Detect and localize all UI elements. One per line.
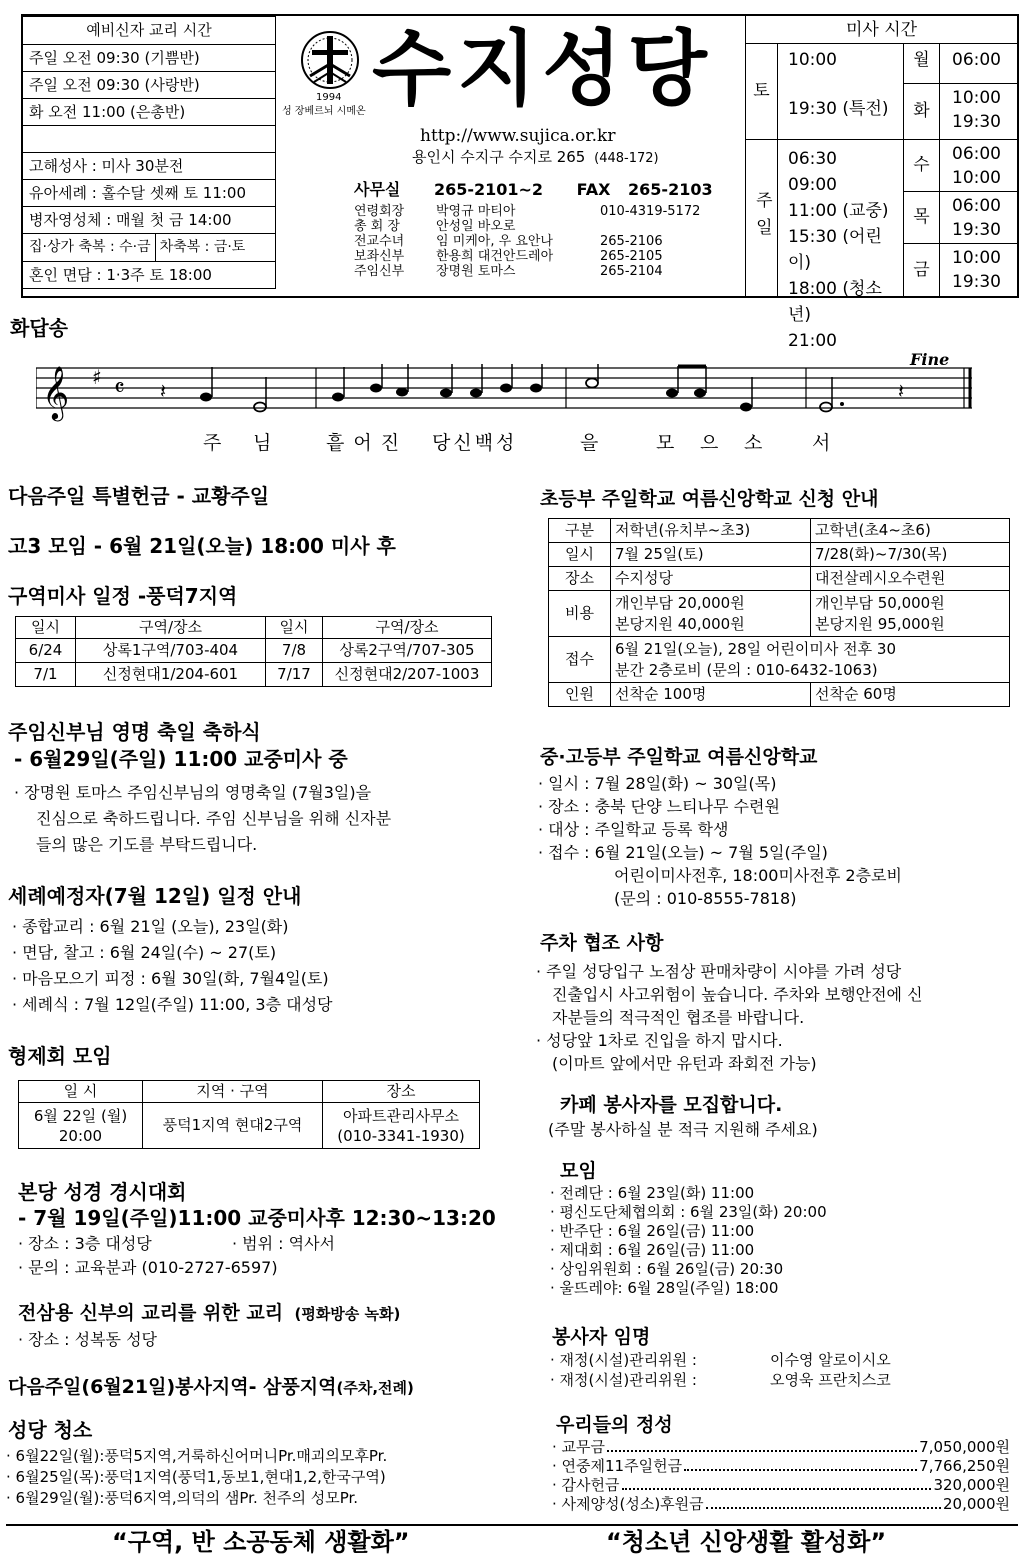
- address-text: 용인시 수지구 수지로 265: [412, 148, 586, 166]
- blessing-row: [23, 234, 276, 262]
- row-label: 접수: [549, 637, 611, 683]
- parish-address: [412, 148, 659, 167]
- fax-number: 265-2103: [628, 180, 713, 199]
- lyric: 소: [744, 432, 763, 454]
- staff-row: [354, 264, 724, 279]
- weekday-label: 월: [904, 44, 940, 83]
- next-service: [8, 1376, 414, 1399]
- staff-role: 총 회 장: [354, 219, 400, 234]
- logo-saint: 성 장베르뇌 시메온: [282, 106, 366, 117]
- offering-row: [552, 1476, 1010, 1495]
- list-item: · 대상 : 주일학교 등록 학생: [538, 820, 729, 839]
- staff-name: 안성일 바오로: [436, 219, 516, 234]
- list-item: (문의 : 010-8555-7818): [614, 889, 797, 908]
- staff-role: 전교수녀: [354, 234, 405, 249]
- staff-row: [354, 234, 724, 249]
- table-cell: 고학년(초4~초6): [811, 519, 1010, 543]
- staff-list: [354, 204, 724, 279]
- weekday-time: 19:30: [952, 112, 1001, 132]
- next-service-text: 다음주일(6월21일)봉사지역- 삼풍지역: [8, 1376, 337, 1398]
- appointments-list: [550, 1350, 891, 1390]
- table-cell: [611, 591, 811, 637]
- parish-logo: [282, 26, 370, 126]
- wedding-row: 혼인 면담 : 1·3주 토 18:00: [23, 262, 276, 289]
- baptism-list: [12, 914, 333, 1018]
- staff-name: 박영규 마티아: [436, 204, 516, 219]
- staff-role: 보좌신부: [354, 249, 405, 264]
- weekday-time: 10:00: [952, 88, 1001, 108]
- offering-amount: 7,766,250원: [919, 1457, 1010, 1475]
- svg-text:𝄽: 𝄽: [160, 379, 167, 403]
- lyric: 주: [203, 432, 222, 454]
- offering-amount: 7,050,000원: [919, 1438, 1010, 1456]
- blank-row: [23, 126, 276, 153]
- office-phone: 265-2101~2: [433, 180, 544, 199]
- sun-time: 15:30 (어린이): [788, 227, 882, 273]
- weekday-time: 10:00: [952, 248, 1001, 268]
- list-item: · 주일 성당입구 노점상 판매차량이 시야를 가려 성당: [536, 962, 902, 981]
- cell-line: 분간 2층로비 (문의 : 010-6432-1063): [615, 660, 878, 679]
- offering-amount: 320,000원: [933, 1476, 1010, 1494]
- offering-label: · 사제양성(성소)후원금: [552, 1495, 704, 1513]
- svg-text:♯: ♯: [92, 365, 102, 389]
- sun-label: 주일: [746, 140, 778, 296]
- th-date: 일시: [266, 617, 323, 639]
- time-line: 20:00: [58, 1126, 103, 1145]
- weekday-wed: [904, 140, 1018, 192]
- sat-time: 10:00: [788, 50, 837, 70]
- list-item: · 종합교리 : 6월 21일 (오늘), 23일(화): [12, 917, 289, 936]
- row-label: 비용: [549, 591, 611, 637]
- svg-text:𝄞: 𝄞: [42, 365, 70, 419]
- table-cell: 7/28(화)~7/30(목): [811, 543, 1010, 567]
- summer-school-title: 초등부 주일학교 여름신앙학교 신청 안내: [540, 488, 879, 510]
- staff-name: 장명원 토마스: [436, 264, 516, 279]
- th-place: 구역/장소: [76, 617, 266, 639]
- list-item: · 성당앞 1차로 진입을 하지 맙시다.: [536, 1031, 783, 1050]
- weekday-fri: [904, 244, 1018, 296]
- offering-row: [552, 1438, 1010, 1457]
- list-item: · 면담, 찰고 : 6월 24일(수) ~ 27(토): [12, 943, 277, 962]
- catechism-title-small: (평화방송 녹화): [294, 1305, 401, 1323]
- special-offering: 다음주일 특별헌금 - 교황주일: [8, 484, 270, 508]
- table-cell: 대전살레시오수련원: [811, 567, 1010, 591]
- staff-phone: 010-4319-5172: [600, 204, 701, 219]
- sun-time: 06:30: [788, 149, 837, 169]
- brothers-table: [18, 1080, 480, 1149]
- th-place: 장소: [323, 1081, 480, 1103]
- list-item: · 접수 : 6월 21일(오늘) ~ 7월 5일(주일): [538, 843, 828, 862]
- weekday-time: 06:00: [952, 196, 1001, 216]
- district-mass-title: 구역미사 일정 -풍덕7지역: [8, 584, 238, 608]
- next-service-small: (주차,전례): [336, 1379, 414, 1397]
- list-item: · 세례식 : 7월 12일(주일) 11:00, 3층 대성당: [12, 995, 333, 1014]
- offering-label: · 연중제11주일헌금: [552, 1457, 683, 1475]
- date-line: 6월 22일 (월): [33, 1106, 128, 1125]
- weekday-time: 06:00: [952, 144, 1001, 164]
- pastor-feast-title: 주임신부님 영명 축일 축하식: [8, 720, 261, 744]
- bible-contest-contact: · 문의 : 교육분과 (010-2727-6597): [18, 1258, 278, 1277]
- list-item: · 6월25일(목):풍덕1지역(풍덕1,동보1,현대1,2,한국구역): [6, 1468, 386, 1486]
- row-label: 일시: [549, 543, 611, 567]
- catechism-time-title: 예비신자 교리 시간: [23, 17, 276, 45]
- weekday-time: 06:00: [952, 50, 1001, 70]
- sat-label: 토: [746, 44, 778, 140]
- row-label: 구분: [549, 519, 611, 543]
- lyric: 님: [253, 432, 272, 454]
- table-cell: 7/1: [16, 663, 76, 687]
- pastor-feast-body: [14, 780, 391, 858]
- body-line: · 장명원 토마스 주임신부님의 영명축일 (7월3일)을: [14, 783, 372, 802]
- th-place: 구역/장소: [323, 617, 492, 639]
- list-item: 어린이미사전후, 18:00미사전후 2층로비: [614, 866, 902, 885]
- meetings-title: 모임: [560, 1160, 597, 1182]
- list-item: · 반주단 : 6월 26일(금) 11:00: [550, 1222, 755, 1240]
- catechism-row: 화 오전 11:00 (은총반): [23, 99, 276, 126]
- music-staff-icon: [36, 364, 976, 424]
- list-item: [550, 1370, 891, 1390]
- confession-row: 고해성사 : 미사 30분전: [23, 153, 276, 180]
- appointment-role: · 재정(시설)관리위원 :: [550, 1351, 697, 1369]
- table-cell: 6/24: [16, 639, 76, 663]
- body-line: 들의 많은 기도를 부탁드립니다.: [36, 835, 258, 854]
- list-item: · 일시 : 7월 28일(화) ~ 30일(목): [538, 774, 777, 793]
- lyric: 당신백성: [432, 432, 518, 454]
- footer-divider: [6, 1524, 1018, 1526]
- staff-role: 연령회장: [354, 204, 405, 219]
- staff-phone: 265-2106: [600, 234, 663, 249]
- table-cell: 선착순 60명: [811, 683, 1010, 707]
- body-line: 진심으로 축하드립니다. 주임 신부님을 위해 신자분: [36, 809, 392, 828]
- staff-phone: 265-2104: [600, 264, 663, 279]
- staff-phone: 265-2105: [600, 249, 663, 264]
- meetings-list: [550, 1184, 827, 1298]
- place-line: 아파트관리사무소: [343, 1106, 459, 1125]
- parish-url[interactable]: http://www.sujica.or.kr: [420, 126, 616, 146]
- catechism-row: 주일 오전 09:30 (사랑반): [23, 72, 276, 99]
- table-cell: 신정현대2/207-1003: [323, 663, 492, 687]
- table-cell: 저학년(유치부~초3): [611, 519, 811, 543]
- offering-label: · 교무금: [552, 1438, 606, 1456]
- parking-list: [536, 960, 923, 1075]
- lyric: 으: [700, 432, 719, 454]
- lyric: 흩어진: [326, 432, 409, 454]
- staff-row: [354, 249, 724, 264]
- list-item: · 6월22일(월):풍덕5지역,거룩하신어머니Pr.매괴의모후Pr.: [6, 1447, 388, 1465]
- cleaning-list: [6, 1446, 387, 1509]
- th-date: 일 시: [19, 1081, 143, 1103]
- cleaning-title: 성당 청소: [8, 1418, 93, 1442]
- cell-line: 6월 21일(오늘), 28일 어린이미사 전후 30: [615, 639, 896, 658]
- list-item: 진출입시 사고위험이 높습니다. 주차와 보행안전에 신: [552, 985, 923, 1004]
- offerings-list: [552, 1438, 1010, 1514]
- appointments-title: 봉사자 임명: [552, 1326, 651, 1348]
- offerings-title: 우리들의 정성: [556, 1414, 673, 1436]
- g3-meeting: 고3 모임 - 6월 21일(오늘) 18:00 미사 후: [8, 534, 396, 558]
- sun-time: 21:00: [788, 331, 837, 351]
- row-label: 인원: [549, 683, 611, 707]
- table-cell: 상록1구역/703-404: [76, 639, 266, 663]
- weekday-label: 화: [904, 84, 940, 139]
- catechism-title: [18, 1302, 400, 1325]
- bible-contest-range: · 범위 : 역사서: [232, 1234, 336, 1253]
- catechism-row: 주일 오전 09:30 (기쁨반): [23, 45, 276, 72]
- cafe-sub: (주말 봉사하실 분 적극 지원해 주세요): [548, 1120, 818, 1139]
- pastor-feast-sub: - 6월29일(주일) 11:00 교중미사 중: [14, 747, 348, 771]
- parish-title: 수지성당: [372, 22, 713, 117]
- footer-right-slogan: “청소년 신앙생활 활성화”: [606, 1528, 887, 1556]
- sick-communion-row: 병자영성체 : 매월 첫 금 14:00: [23, 207, 276, 234]
- table-cell: 수지성당: [611, 567, 811, 591]
- offering-row: [552, 1495, 1010, 1514]
- district-mass-table: [15, 616, 492, 687]
- weekday-label: 금: [904, 244, 940, 296]
- catechism-title-text: 전삼용 신부의 교리를 위한 교리: [18, 1302, 284, 1324]
- list-item: 자분들의 적극적인 협조를 바랍니다.: [552, 1008, 805, 1027]
- psalm-lyrics: [0, 432, 1024, 456]
- list-item: · 제대회 : 6월 26일(금) 11:00: [550, 1241, 755, 1259]
- cell-line: 개인부담 50,000원: [815, 593, 945, 612]
- cell-line: 본당지원 95,000원: [815, 614, 945, 633]
- weekday-tue: [904, 84, 1018, 140]
- brothers-district: 풍덕1지역 현대2구역: [143, 1103, 323, 1149]
- psalm-fine: Fine: [910, 350, 950, 369]
- weekday-mon: [904, 44, 1018, 84]
- sun-time: 18:00 (청소년): [788, 279, 882, 325]
- cell-line: 본당지원 40,000원: [615, 614, 745, 633]
- staff-role: 주임신부: [354, 264, 405, 279]
- brothers-title: 형제회 모임: [8, 1044, 112, 1068]
- staff-row: [354, 204, 724, 219]
- weekday-time: 19:30: [952, 220, 1001, 240]
- list-item: · 평신도단체협의회 : 6월 23일(화) 20:00: [550, 1203, 827, 1221]
- sun-time: 11:00 (교중): [788, 201, 889, 221]
- logo-year: 1994: [316, 92, 342, 103]
- table-cell: 선착순 100명: [611, 683, 811, 707]
- sat-time: 19:30 (특전): [788, 98, 889, 119]
- appointment-name: 오영욱 프란치스코: [770, 1371, 891, 1389]
- weekday-label: 수: [904, 140, 940, 191]
- table-cell: [811, 591, 1010, 637]
- row-label: 장소: [549, 567, 611, 591]
- sun-time: 09:00: [788, 175, 837, 195]
- middle-high-title: 중·고등부 주일학교 여름신앙학교: [540, 746, 818, 768]
- catechism-place: · 장소 : 성복동 성당: [18, 1330, 158, 1349]
- weekday-time: 10:00: [952, 168, 1001, 188]
- mass-time-title: 미사 시간: [746, 16, 1017, 44]
- offering-row: [552, 1457, 1010, 1476]
- th-date: 일시: [16, 617, 76, 639]
- list-item: · 6월29일(월):풍덕6지역,의덕의 샘Pr. 천주의 성모Pr.: [6, 1489, 359, 1507]
- table-cell: 상록2구역/707-305: [323, 639, 492, 663]
- weekday-thu: [904, 192, 1018, 244]
- psalm-title: 화답송: [10, 316, 68, 340]
- car-bless: 차축복 : 금·토: [159, 238, 246, 255]
- th-district: 지역 · 구역: [143, 1081, 323, 1103]
- weekday-label: 목: [904, 192, 940, 243]
- list-item: [550, 1350, 891, 1370]
- postal-code: (448-172): [594, 151, 659, 166]
- phone-line: (010-3341-1930): [337, 1126, 465, 1145]
- middle-high-list: [538, 772, 902, 910]
- catechism-time-table: [22, 16, 276, 289]
- cafe-title: 카페 봉사자를 모집합니다.: [560, 1094, 783, 1116]
- mass-time-box: [745, 16, 1017, 351]
- list-item: · 울뜨레야: 6월 28일(주일) 18:00: [550, 1279, 779, 1297]
- office-line: [354, 180, 713, 200]
- baptism-title: 세례예정자(7월 12일) 일정 안내: [8, 884, 302, 908]
- bible-contest-title: 본당 성경 경시대회: [18, 1180, 187, 1204]
- svg-text:𝄽: 𝄽: [898, 379, 905, 403]
- footer-left-slogan: “구역, 반 소공동체 생활화”: [112, 1528, 410, 1556]
- lyric: 서: [812, 432, 831, 454]
- staff-name: 한용희 대건안드레아: [436, 249, 554, 264]
- weekday-time: 19:30: [952, 272, 1001, 292]
- brothers-place: [323, 1103, 480, 1149]
- cross-logo-icon: [298, 28, 362, 92]
- bible-contest-sub: - 7월 19일(주일)11:00 교중미사후 12:30~13:20: [18, 1206, 496, 1230]
- reception-cell: [611, 637, 1010, 683]
- infant-baptism-row: 유아세례 : 홀수달 셋째 토 11:00: [23, 180, 276, 207]
- staff-row: [354, 219, 724, 234]
- summer-school-table: [548, 518, 1010, 707]
- table-cell: 7/8: [266, 639, 323, 663]
- table-cell: 7월 25일(토): [611, 543, 811, 567]
- sat-times: [778, 44, 904, 140]
- offering-amount: 20,000원: [943, 1495, 1010, 1513]
- list-item: (이마트 앞에서만 유턴과 좌회전 가능): [552, 1054, 817, 1073]
- table-cell: 신정현대1/204-601: [76, 663, 266, 687]
- list-item: · 상임위원회 : 6월 26일(금) 20:30: [550, 1260, 784, 1278]
- house-bless: 집·상가 축복 : 수·금: [23, 234, 156, 261]
- appointment-name: 이수영 알로이시오: [770, 1351, 891, 1369]
- lyric: 을: [580, 432, 599, 454]
- list-item: · 마음모으기 피정 : 6월 30일(화, 7월4일(토): [12, 969, 329, 988]
- sun-times: [778, 140, 904, 351]
- lyric: 모: [656, 432, 675, 454]
- fax-label: FAX: [576, 180, 611, 199]
- offering-label: · 감사헌금: [552, 1476, 620, 1494]
- cell-line: 개인부담 20,000원: [615, 593, 745, 612]
- parking-title: 주차 협조 사항: [540, 932, 664, 954]
- appointment-role: · 재정(시설)관리위원 :: [550, 1371, 697, 1389]
- brothers-date: [19, 1103, 143, 1149]
- svg-text:𝄴: 𝄴: [114, 374, 125, 402]
- list-item: · 장소 : 충북 단양 느티나무 수련원: [538, 797, 780, 816]
- bible-contest-place: · 장소 : 3층 대성당: [18, 1234, 152, 1253]
- list-item: · 전례단 : 6월 23일(화) 11:00: [550, 1184, 755, 1202]
- table-cell: 7/17: [266, 663, 323, 687]
- staff-name: 임 미케아, 우 요안나: [436, 234, 553, 249]
- office-label: 사무실: [354, 180, 401, 199]
